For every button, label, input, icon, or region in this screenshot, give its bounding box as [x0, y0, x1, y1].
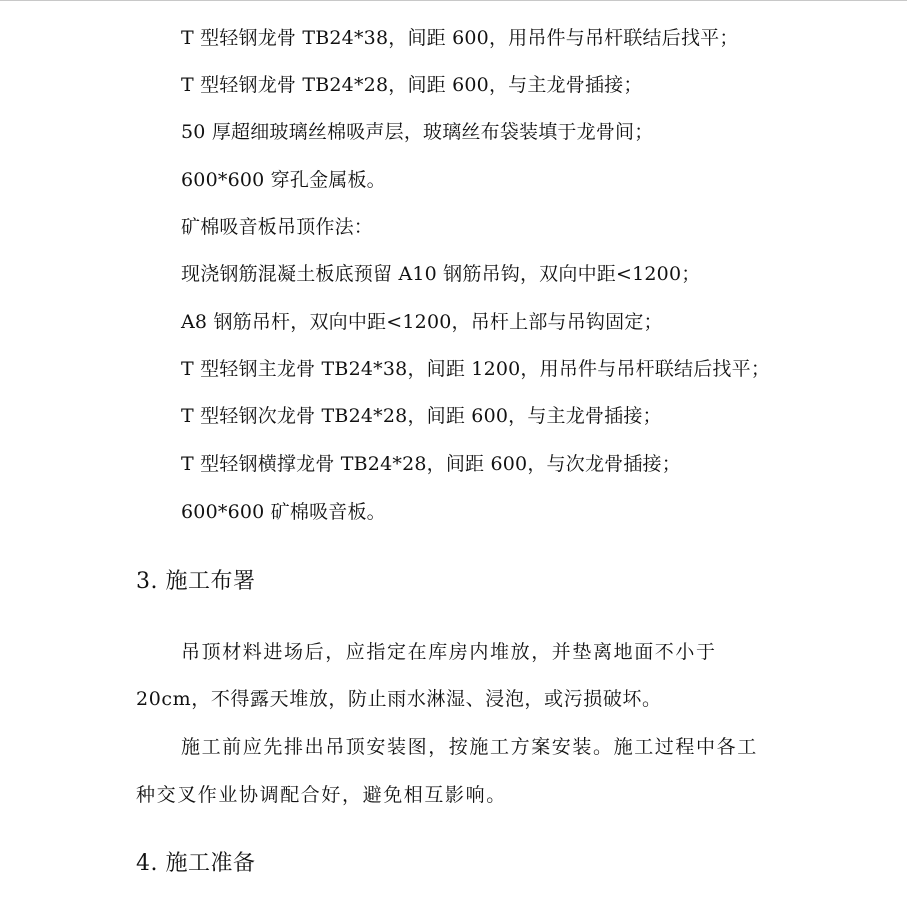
spec-line-rod: A8 钢筋吊杆，双向中距<1200，吊杆上部与吊钩固定；	[181, 311, 663, 333]
section-3-para2-line2: 种交叉作业协调配合好，避免相互影响。	[136, 784, 507, 806]
section-3-para1-line1: 吊顶材料进场后，应指定在库房内堆放，并垫离地面不小于	[181, 641, 717, 663]
spec-line-main-keel: T 型轻钢主龙骨 TB24*38，间距 1200，用吊件与吊杆联结后找平；	[181, 358, 771, 380]
section-3-para1-line2: 20cm，不得露天堆放，防止雨水淋湿、浸泡，或污损破坏。	[136, 688, 662, 710]
spec-line-keel-main: T 型轻钢龙骨 TB24*38，间距 600，用吊件与吊杆联结后找平；	[181, 27, 739, 49]
section-3-heading: 3. 施工布署	[136, 569, 256, 594]
spec-line-cross-keel: T 型轻钢横撑龙骨 TB24*28，间距 600，与次龙骨插接；	[181, 453, 681, 475]
spec-line-sound-layer: 50 厚超细玻璃丝棉吸声层，玻璃丝布袋装填于龙骨间；	[181, 121, 654, 143]
section-4-heading: 4. 施工准备	[136, 851, 256, 876]
spec-line-metal-panel: 600*600 穿孔金属板。	[181, 169, 386, 191]
spec-line-keel-secondary: T 型轻钢龙骨 TB24*28，间距 600，与主龙骨插接；	[181, 74, 643, 96]
spec-line-mineral-board: 600*600 矿棉吸音板。	[181, 501, 386, 523]
spec-subheading-mineral-wool: 矿棉吸音板吊顶作法：	[181, 216, 374, 238]
spec-line-secondary-keel: T 型轻钢次龙骨 TB24*28，间距 600，与主龙骨插接；	[181, 405, 662, 427]
section-3-para2-line1: 施工前应先排出吊顶安装图，按施工方案安装。施工过程中各工	[181, 736, 758, 758]
spec-line-hook: 现浇钢筋混凝土板底预留 A10 钢筋吊钩，双向中距<1200；	[181, 263, 701, 285]
